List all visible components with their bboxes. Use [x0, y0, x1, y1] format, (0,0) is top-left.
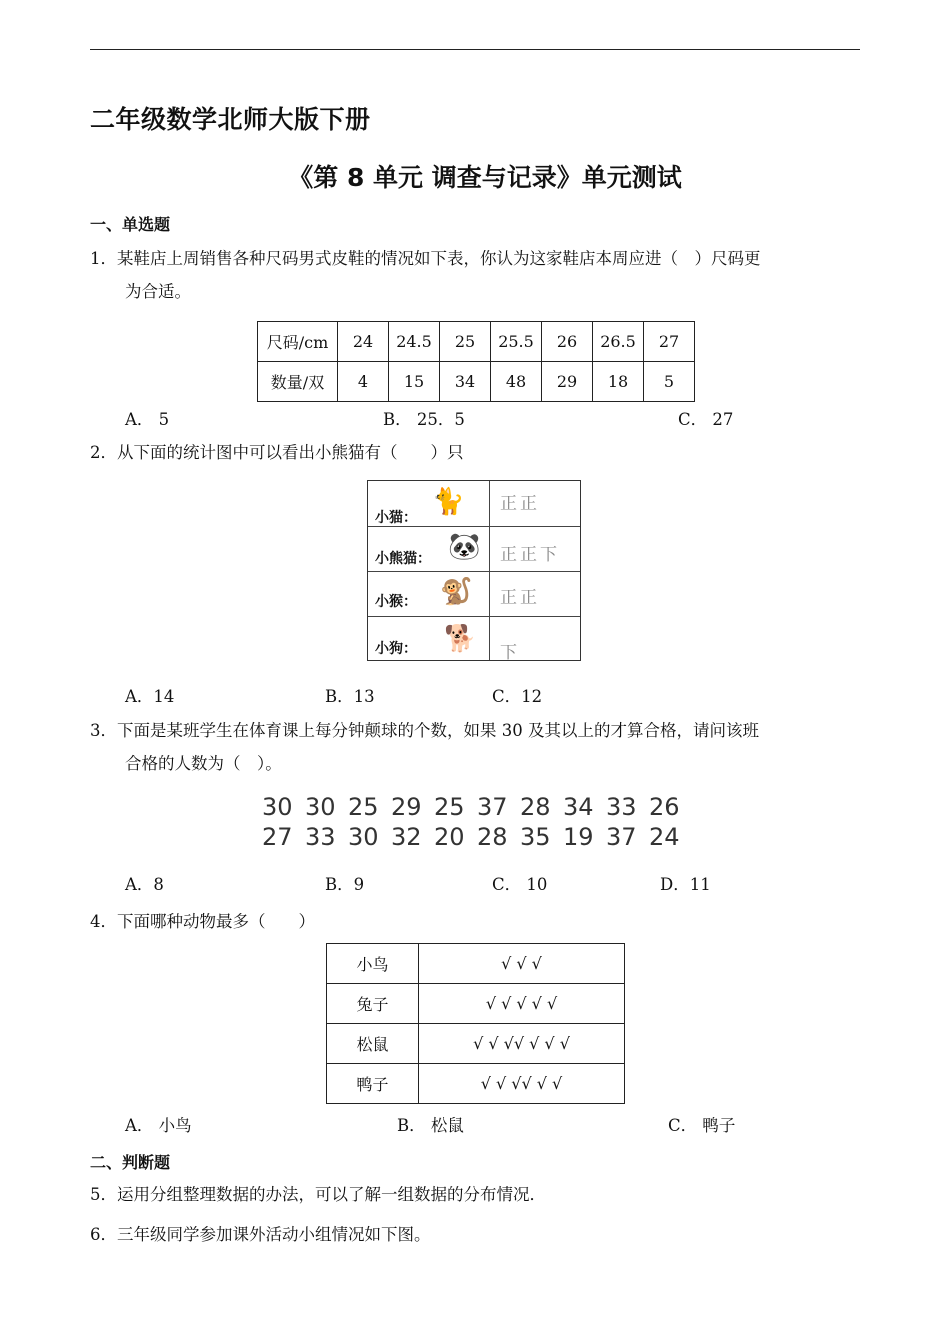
table-row: [327, 1024, 625, 1064]
question-2-option-b[interactable]: B．13: [325, 687, 375, 706]
number-value: 30: [348, 823, 379, 851]
numbers-row-2: [262, 823, 692, 853]
juggling-numbers: [262, 793, 692, 853]
table-cell: 24.5: [389, 322, 440, 362]
table-cell: 29: [542, 362, 593, 402]
animal-count-table: [326, 943, 625, 1104]
number-value: 28: [520, 793, 551, 821]
table-cell: 小鸟: [327, 944, 419, 984]
number-value: 37: [606, 823, 637, 851]
shoe-size-table: [257, 321, 695, 402]
question-3-option-d[interactable]: D．11: [660, 875, 711, 894]
number-value: 27: [262, 823, 293, 851]
table-cell: 34: [440, 362, 491, 402]
question-3-line1: 3．下面是某班学生在体育课上每分钟颠球的个数，如果 30 及其以上的才算合格，请问该班: [90, 721, 759, 740]
table-cell: 4: [338, 362, 389, 402]
table-row: [258, 322, 695, 362]
tally-row-dog: [368, 616, 580, 662]
question-1-option-c[interactable]: C． 27: [678, 410, 734, 429]
question-4-option-c[interactable]: C． 鸭子: [668, 1116, 736, 1135]
table-cell: √ √ √√ √ √ √: [419, 1024, 625, 1064]
table-cell: 27: [644, 322, 695, 362]
question-2-option-c[interactable]: C．12: [492, 687, 543, 706]
table-cell: 26: [542, 322, 593, 362]
table-row: [327, 984, 625, 1024]
tally-marks: 正正下: [500, 545, 560, 565]
tally-row-monkey: [368, 571, 580, 617]
tally-marks: 正正: [500, 494, 540, 514]
question-1-option-a[interactable]: A． 5: [125, 410, 170, 429]
tally-label: 小猴：: [375, 594, 417, 610]
section-heading-single-choice: 一、单选题: [90, 215, 171, 234]
table-cell: 5: [644, 362, 695, 402]
number-value: 30: [262, 793, 293, 821]
number-value: 26: [649, 793, 680, 821]
dog-icon: 🐕: [444, 624, 477, 654]
section-heading-true-false: 二、判断题: [90, 1153, 171, 1172]
question-1: [90, 242, 862, 308]
table-cell: 兔子: [327, 984, 419, 1024]
number-value: 33: [606, 793, 637, 821]
question-3-option-c[interactable]: C． 10: [492, 875, 548, 894]
number-value: 19: [563, 823, 594, 851]
tally-marks: 正正: [500, 588, 540, 608]
tally-marks: 下: [500, 643, 520, 663]
number-value: 32: [391, 823, 422, 851]
table-cell: 18: [593, 362, 644, 402]
question-2-option-a[interactable]: A．14: [125, 687, 175, 706]
table-cell: 26.5: [593, 322, 644, 362]
number-value: 33: [305, 823, 336, 851]
table-cell: 松鼠: [327, 1024, 419, 1064]
number-value: 28: [477, 823, 508, 851]
table-cell: 24: [338, 322, 389, 362]
table-cell: 鸭子: [327, 1064, 419, 1104]
question-4-option-b[interactable]: B． 松鼠: [397, 1116, 464, 1135]
table-cell: √ √ √: [419, 944, 625, 984]
number-value: 34: [563, 793, 594, 821]
tally-row-cat: [368, 481, 580, 527]
table-row: [258, 362, 695, 402]
table-cell: 数量/双: [258, 362, 338, 402]
question-1-option-b[interactable]: B． 25．5: [383, 410, 465, 429]
number-value: 30: [305, 793, 336, 821]
numbers-row-1: [262, 793, 692, 823]
panda-icon: 🐼: [448, 532, 481, 562]
number-value: 25: [348, 793, 379, 821]
question-3: [90, 714, 862, 780]
number-value: 37: [477, 793, 508, 821]
table-cell: 48: [491, 362, 542, 402]
question-3-line2: 合格的人数为（ ）。: [125, 754, 282, 773]
tally-label: 小狗：: [375, 641, 417, 657]
table-cell: 15: [389, 362, 440, 402]
number-value: 29: [391, 793, 422, 821]
question-3-option-b[interactable]: B．9: [325, 875, 365, 894]
table-row: [327, 944, 625, 984]
document-subtitle: 二年级数学北师大版下册: [90, 105, 371, 134]
question-1-line2: 为合适。: [125, 282, 191, 301]
tally-row-panda: [368, 526, 580, 572]
table-row: [327, 1064, 625, 1104]
tally-label: 小猫：: [375, 510, 417, 526]
table-cell: 25.5: [491, 322, 542, 362]
question-1-line1: 1．某鞋店上周销售各种尺码男式皮鞋的情况如下表，你认为这家鞋店本周应进（ ）尺码更: [90, 249, 761, 268]
table-cell: √ √ √ √ √: [419, 984, 625, 1024]
question-5: 5．运用分组整理数据的办法，可以了解一组数据的分布情况．: [90, 1185, 546, 1204]
monkey-icon: 🐒: [440, 577, 473, 607]
animal-tally-chart: [367, 480, 581, 661]
number-value: 20: [434, 823, 465, 851]
question-4-option-a[interactable]: A． 小鸟: [125, 1116, 192, 1135]
document-title: 《第 8 单元 调查与记录》单元测试: [288, 163, 682, 192]
question-6: 6．三年级同学参加课外活动小组情况如下图。: [90, 1225, 431, 1244]
table-cell: 尺码/cm: [258, 322, 338, 362]
table-cell: √ √ √√ √ √: [419, 1064, 625, 1104]
question-3-option-a[interactable]: A．8: [125, 875, 164, 894]
question-2: 2．从下面的统计图中可以看出小熊猫有（ ）只: [90, 443, 464, 462]
cat-icon: 🐈: [432, 487, 465, 517]
tally-label: 小熊猫：: [375, 551, 431, 567]
number-value: 24: [649, 823, 680, 851]
number-value: 25: [434, 793, 465, 821]
table-cell: 25: [440, 322, 491, 362]
number-value: 35: [520, 823, 551, 851]
question-4: 4．下面哪种动物最多（ ）: [90, 912, 315, 931]
header-rule: [90, 49, 860, 50]
